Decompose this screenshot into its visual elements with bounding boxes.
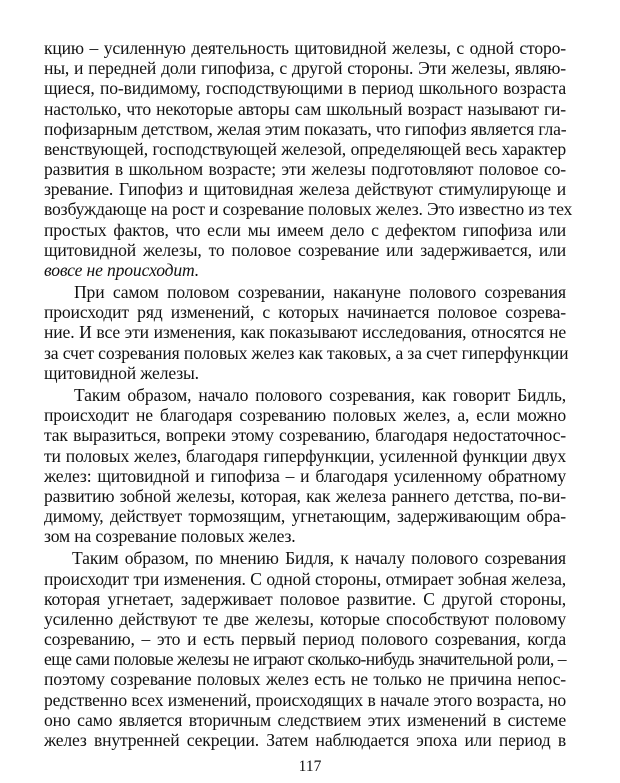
text-line: зревание. Гипофиз и щитовидная железа действуют стимулирующе и bbox=[44, 179, 566, 199]
text-line: желез: щитовидной и гипофиза – и благодаря усиленному обратному bbox=[44, 466, 566, 486]
text-line: щиеся, по-видимому, господствующими в период школьного возраста bbox=[44, 78, 566, 98]
text-line: щитовидной железы. bbox=[44, 363, 199, 383]
text-line: пофизарным детством, желая этим показать, что гипофиз является гла- bbox=[44, 119, 567, 139]
paragraph-first-line: Таким образом, начало полового созревания, как говорит Бидль, bbox=[74, 385, 566, 405]
text-line: настолько, что некоторые авторы сам школьный возраст называют ги- bbox=[44, 99, 566, 119]
text-line: развитию зобной железы, которая, как железа раннего детства, по-ви- bbox=[44, 486, 566, 506]
text-line: происходит не благодаря созреванию половых желез, а, если можно bbox=[44, 405, 566, 425]
text-line: оно само является вторичным следствием этих изменений в системе bbox=[44, 710, 566, 730]
text-line: происходит три изменения. С одной стороны, отмирает зобная железа, bbox=[44, 569, 566, 589]
text-line: желез внутренней секреции. Затем наблюдается эпоха или период в bbox=[44, 730, 566, 750]
text-line: ти половых желез, благодаря гиперфункции, усиленной функции двух bbox=[44, 446, 566, 466]
text-line: поэтому созревание половых желез есть не только не причина непос- bbox=[44, 669, 566, 689]
text-line: редственно всех изменений, происходящих в начале этого возраста, но bbox=[44, 690, 566, 710]
text-line: развития в школьном возрасте; эти железы подготовляют половое со- bbox=[44, 159, 566, 179]
text-line: венствующей, господствующей железой, определяющей весь характер bbox=[44, 139, 566, 159]
text-line: щитовидной железы, то половое созревание или задерживается, или bbox=[44, 240, 566, 260]
paragraph-first-line: Таким образом, по мнению Бидля, к началу полового созревания bbox=[72, 548, 566, 568]
text-line: зом на созревание половых желез. bbox=[44, 526, 296, 546]
text-line: простых фактов, что если мы имеем дело с дефектом гипофиза или bbox=[44, 220, 566, 240]
text-line: ние. И все эти изменения, как показывают исследования, относятся не bbox=[44, 322, 566, 342]
text-line: кцию – усиленную деятельность щитовидной железы, с одной сторо- bbox=[44, 38, 566, 58]
page-number: 117 bbox=[298, 758, 322, 775]
text-line: за счет созревания половых желез как таковых, а за счет гиперфункции bbox=[44, 343, 569, 363]
text-line: возбуждающе на рост и созревание половых желез. Это известно из тех bbox=[44, 199, 573, 219]
text-line: еще сами половые железы не играют сколько-нибудь значительной роли, – bbox=[44, 649, 566, 669]
text-line: усиленно действуют те две железы, которые способствуют половому bbox=[44, 609, 566, 629]
text-line: происходит ряд изменений, с которых начинается половое созрева- bbox=[44, 302, 566, 322]
text-line: так выразиться, вопреки этому созреванию, благодаря недостаточнос- bbox=[44, 425, 566, 445]
paragraph-first-line: При самом половом созревании, накануне полового созревания bbox=[74, 282, 566, 302]
text-line: димому, действует тормозящим, угнетающим, задерживающим обра- bbox=[44, 506, 566, 526]
text-line: которая угнетает, задерживает половое развитие. С другой стороны, bbox=[44, 589, 566, 609]
text-line: вовсе не происходит. bbox=[44, 260, 200, 280]
text-line: ны, и передней доли гипофиза, с другой стороны. Эти железы, являю- bbox=[44, 58, 566, 78]
text-line: созреванию, – это и есть первый период полового созревания, когда bbox=[44, 629, 566, 649]
